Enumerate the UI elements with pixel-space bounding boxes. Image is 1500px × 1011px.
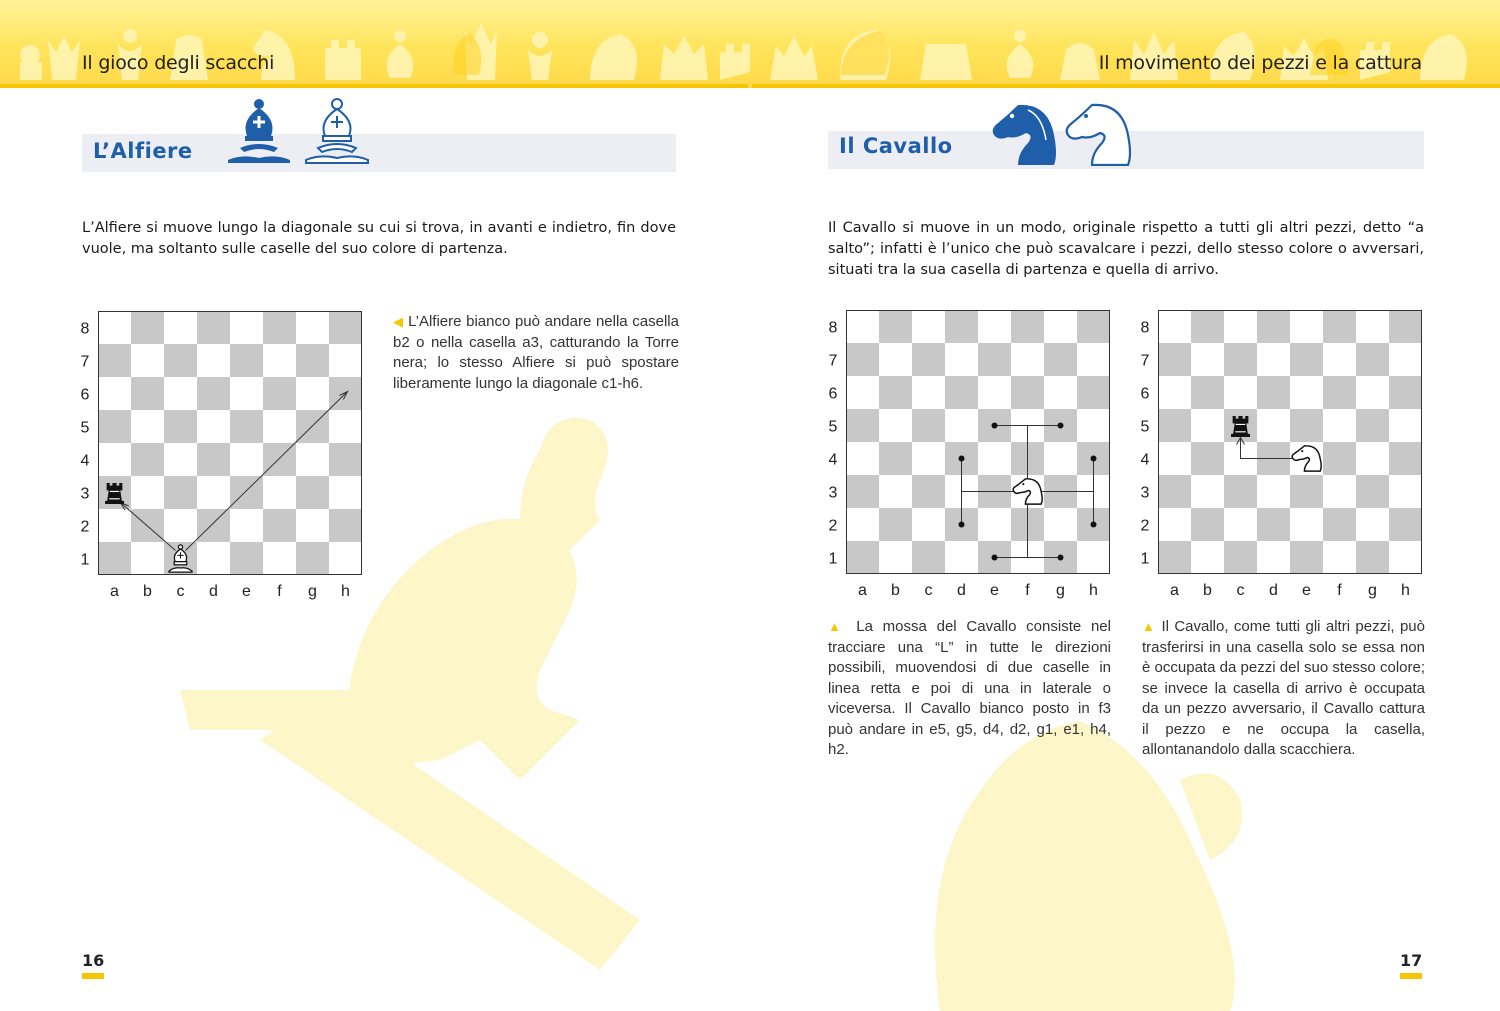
bishop-diagram-board: [78, 311, 366, 609]
rank-label: 2: [1140, 517, 1150, 535]
board-square: [1077, 376, 1110, 409]
board-square: [164, 377, 197, 410]
board-square: [1356, 442, 1389, 475]
board-square: [98, 377, 131, 410]
board-square: [1356, 541, 1389, 574]
board-square: [263, 377, 296, 410]
board-square: [846, 541, 879, 574]
board-square: [978, 508, 1011, 541]
rank-label: 1: [828, 550, 838, 568]
file-label: h: [1089, 582, 1098, 599]
board-square: [1224, 541, 1257, 574]
page-number-bar-right: [1400, 973, 1422, 979]
file-label: e: [1302, 582, 1311, 599]
board-square: [1011, 376, 1044, 409]
board-square: [1323, 541, 1356, 574]
board-square: [296, 344, 329, 377]
board-square: [1389, 442, 1422, 475]
board-square: [230, 377, 263, 410]
board-square: [98, 443, 131, 476]
board-square: [164, 443, 197, 476]
board-square: [1191, 475, 1224, 508]
board-square: [978, 376, 1011, 409]
board-square: [1077, 343, 1110, 376]
board-square: [846, 343, 879, 376]
file-label: e: [242, 583, 251, 600]
board-square: [1323, 376, 1356, 409]
header-band: [0, 0, 1500, 88]
board-square: [131, 542, 164, 575]
rank-label: 6: [828, 385, 838, 403]
board-square: [1191, 541, 1224, 574]
board-square: [1323, 442, 1356, 475]
knight-capture-caption-text: Il Cavallo, come tutti gli altri pezzi, può trasferirsi in una casella solo se essa non è occupata da pezzi del suo stesso colore; se invece la casella di arrivo è occupata da un pezzo avversario, il Cavallo cattura il pezzo e ne occupa la casella, allontanandolo dalla scacchiera.: [1142, 618, 1425, 758]
target-dot: [959, 522, 965, 528]
page-number-left: 16: [82, 951, 105, 970]
board-square: [1158, 475, 1191, 508]
target-dot: [992, 423, 998, 429]
file-label: h: [1401, 582, 1410, 599]
board-square: [1257, 409, 1290, 442]
board-square: [1323, 310, 1356, 343]
board-square: [1191, 343, 1224, 376]
knight-moves-caption: [828, 617, 1111, 761]
board-square: [846, 442, 879, 475]
board-square: [263, 311, 296, 344]
board-square: [296, 542, 329, 575]
board-square: [197, 443, 230, 476]
board-square: [296, 377, 329, 410]
target-dot: [1058, 555, 1064, 561]
board-square: [1356, 475, 1389, 508]
rank-label: 8: [80, 320, 90, 338]
board-square: [131, 443, 164, 476]
board-square: [1044, 508, 1077, 541]
board-square: [164, 344, 197, 377]
board-square: [1158, 376, 1191, 409]
board-square: [1323, 475, 1356, 508]
rank-label: 4: [80, 452, 90, 470]
caption-triangle-icon: ▲: [828, 619, 847, 634]
board-square: [1323, 508, 1356, 541]
board-square: [1290, 475, 1323, 508]
board-square: [912, 343, 945, 376]
running-title-left: Il gioco degli scacchi: [82, 52, 275, 74]
board-square: [1191, 508, 1224, 541]
board-square: [1224, 508, 1257, 541]
board-square: [230, 344, 263, 377]
board-square: [846, 310, 879, 343]
board-square: [230, 443, 263, 476]
board-square: [1158, 409, 1191, 442]
rank-label: 4: [828, 451, 838, 469]
knight-capture-board: [1138, 310, 1426, 608]
board-square: [329, 509, 362, 542]
board-square: [1011, 343, 1044, 376]
rank-label: 3: [828, 484, 838, 502]
file-label: g: [308, 583, 317, 600]
board-square: [1356, 343, 1389, 376]
board-square: [197, 377, 230, 410]
board-square: [197, 344, 230, 377]
board-square: [263, 443, 296, 476]
board-square: [879, 310, 912, 343]
file-label: a: [1170, 582, 1179, 599]
board-square: [98, 509, 131, 542]
knight-capture-caption: [1142, 617, 1425, 761]
board-square: [230, 476, 263, 509]
target-dot: [1091, 522, 1097, 528]
board-square: [98, 410, 131, 443]
file-label: c: [1236, 582, 1245, 599]
board-square: [329, 443, 362, 476]
board-square: [1191, 409, 1224, 442]
rank-label: 7: [1140, 352, 1150, 370]
board-square: [978, 310, 1011, 343]
black-bishop-icon: [228, 99, 290, 163]
rank-label: 7: [828, 352, 838, 370]
file-label: b: [143, 583, 152, 600]
file-label: g: [1056, 582, 1065, 599]
knight-moves-caption-text: La mossa del Cavallo consiste nel tracciare una “L” in tutte le direzioni possibili, muovendosi di due caselle in linea retta e poi di una in laterale o viceversa. Il Cavallo bianco posto in f3 può andare in e5, g5, d4, d2, g1, e1, h4, h2.: [828, 618, 1111, 758]
board-square: [879, 508, 912, 541]
board-square: [98, 311, 131, 344]
board-square: [1290, 310, 1323, 343]
board-square: [296, 476, 329, 509]
knight-pieces-icon: [990, 102, 1132, 166]
section-title-knight: Il Cavallo: [839, 134, 953, 158]
board-square: [296, 311, 329, 344]
file-label: c: [924, 582, 933, 599]
board-square: [263, 476, 296, 509]
board-square: [329, 344, 362, 377]
board-square: [1077, 541, 1110, 574]
board-square: [230, 542, 263, 575]
rank-label: 1: [1140, 550, 1150, 568]
board-square: [1356, 310, 1389, 343]
rank-label: 7: [80, 353, 90, 371]
board-square: [1290, 508, 1323, 541]
bishop-pieces-icon: [226, 98, 372, 164]
file-label: f: [1025, 582, 1030, 599]
board-square: [1290, 376, 1323, 409]
rank-label: 8: [1140, 319, 1150, 337]
file-label: f: [277, 583, 282, 600]
board-square: [263, 410, 296, 443]
rank-label: 5: [828, 418, 838, 436]
board-square: [1389, 475, 1422, 508]
board-square: [1158, 343, 1191, 376]
caption-triangle-icon: ▲: [1142, 619, 1157, 634]
board-square: [197, 410, 230, 443]
board-square: [879, 409, 912, 442]
board-square: [263, 509, 296, 542]
file-label: b: [1203, 582, 1212, 599]
board-square: [1257, 343, 1290, 376]
board-square: [945, 376, 978, 409]
board-square: [945, 343, 978, 376]
board-square: [164, 476, 197, 509]
board-square: [296, 443, 329, 476]
board-square: [1158, 310, 1191, 343]
file-label: e: [990, 582, 999, 599]
board-square: [1323, 409, 1356, 442]
board-square: [329, 311, 362, 344]
board-square: [912, 409, 945, 442]
board-square: [945, 541, 978, 574]
bishop-intro-paragraph: L’Alfiere si muove lungo la diagonale su cui si trova, in avanti e indietro, fin dove vuole, ma soltanto sulle caselle del suo colore di partenza.: [82, 220, 676, 257]
board-square: [329, 542, 362, 575]
page-number-right: 17: [1400, 951, 1423, 970]
black-knight-icon: [993, 105, 1056, 165]
rank-label: 6: [1140, 385, 1150, 403]
target-dot: [1091, 456, 1097, 462]
board-square: [131, 377, 164, 410]
board-square: [1224, 376, 1257, 409]
board-square: [945, 310, 978, 343]
file-label: b: [891, 582, 900, 599]
board-square: [1191, 310, 1224, 343]
board-square: [263, 344, 296, 377]
board-square: [164, 509, 197, 542]
knight-intro-paragraph: Il Cavallo si muove in un modo, originale rispetto a tutti gli altri pezzi, detto “a salto”; infatti è l’unico che può scavalcare i pezzi, dello stesso colore o avversari, situati tra la sua casella di partenza e quella di arrivo.: [828, 220, 1424, 278]
board-square: [296, 509, 329, 542]
board-square: [912, 475, 945, 508]
board-square: [98, 344, 131, 377]
board-square: [912, 376, 945, 409]
target-dot: [992, 555, 998, 561]
rank-label: 5: [80, 419, 90, 437]
board-square: [197, 476, 230, 509]
board-square: [1389, 541, 1422, 574]
board-square: [1389, 508, 1422, 541]
board-square: [912, 508, 945, 541]
board-square: [230, 311, 263, 344]
board-square: [1158, 442, 1191, 475]
rank-label: 5: [1140, 418, 1150, 436]
board-square: [1290, 343, 1323, 376]
file-label: f: [1337, 582, 1342, 599]
file-label: c: [176, 583, 185, 600]
bishop-caption-text: L’Alfiere bianco può andare nella casella b2 o nella casella a3, catturando la Torre nera; lo stesso Alfiere si può spostare liberamente lungo la diagonale c1-h6.: [393, 313, 679, 392]
board-square: [1224, 310, 1257, 343]
board-square: [164, 410, 197, 443]
rank-label: 2: [828, 517, 838, 535]
board-square: [1044, 442, 1077, 475]
board-square: [1290, 541, 1323, 574]
file-label: d: [209, 583, 218, 600]
file-label: d: [1269, 582, 1278, 599]
board-square: [197, 509, 230, 542]
rank-label: 2: [80, 518, 90, 536]
board-square: [230, 509, 263, 542]
page-number-bar-left: [82, 973, 104, 979]
board-square: [846, 508, 879, 541]
board-square: [1257, 541, 1290, 574]
board-square: [879, 376, 912, 409]
board-square: [879, 343, 912, 376]
board-square: [1356, 409, 1389, 442]
board-square: [1257, 310, 1290, 343]
target-dot: [959, 456, 965, 462]
board-square: [1077, 310, 1110, 343]
board-square: [879, 541, 912, 574]
rank-label: 4: [1140, 451, 1150, 469]
board-square: [945, 409, 978, 442]
file-label: g: [1368, 582, 1377, 599]
board-square: [846, 409, 879, 442]
rank-label: 3: [1140, 484, 1150, 502]
board-square: [1224, 343, 1257, 376]
board-square: [1290, 409, 1323, 442]
board-square: [879, 475, 912, 508]
board-square: [1044, 343, 1077, 376]
board-square: [1077, 409, 1110, 442]
board-square: [230, 410, 263, 443]
target-dot: [1058, 423, 1064, 429]
board-square: [1389, 409, 1422, 442]
board-square: [98, 542, 131, 575]
file-label: a: [110, 583, 119, 600]
file-label: a: [858, 582, 867, 599]
board-square: [912, 541, 945, 574]
rank-label: 8: [828, 319, 838, 337]
board-square: [1257, 475, 1290, 508]
board-square: [846, 475, 879, 508]
board-square: [879, 442, 912, 475]
board-square: [1389, 310, 1422, 343]
board-square: [1044, 310, 1077, 343]
board-square: [912, 442, 945, 475]
board-square: [131, 476, 164, 509]
caption-arrow-icon: ◀: [393, 314, 404, 329]
board-square: [164, 311, 197, 344]
board-square: [131, 311, 164, 344]
board-square: [1356, 376, 1389, 409]
board-square: [846, 376, 879, 409]
board-square: [1257, 508, 1290, 541]
section-title-bishop: L’Alfiere: [93, 139, 193, 163]
board-square: [329, 476, 362, 509]
knight-moves-board: [826, 310, 1114, 608]
board-square: [978, 343, 1011, 376]
bishop-caption: [393, 312, 679, 394]
board-square: [1389, 376, 1422, 409]
file-label: d: [957, 582, 966, 599]
rank-label: 1: [80, 551, 90, 569]
board-square: [1224, 475, 1257, 508]
rank-label: 3: [80, 485, 90, 503]
rank-label: 6: [80, 386, 90, 404]
board-square: [131, 344, 164, 377]
board-square: [1011, 310, 1044, 343]
white-knight-icon: [1067, 105, 1130, 165]
board-square: [1044, 376, 1077, 409]
board-square: [1191, 376, 1224, 409]
board-square: [978, 442, 1011, 475]
board-square: [1389, 343, 1422, 376]
board-square: [197, 542, 230, 575]
running-title-right: Il movimento dei pezzi e la cattura: [1098, 52, 1422, 74]
board-square: [197, 311, 230, 344]
board-square: [912, 310, 945, 343]
board-square: [1257, 376, 1290, 409]
file-label: h: [341, 583, 350, 600]
board-square: [1191, 442, 1224, 475]
board-square: [263, 542, 296, 575]
board-square: [329, 410, 362, 443]
board-square: [131, 410, 164, 443]
board-square: [1158, 541, 1191, 574]
white-bishop-icon: [306, 99, 368, 163]
board-square: [1356, 508, 1389, 541]
board-square: [1323, 343, 1356, 376]
board-square: [1158, 508, 1191, 541]
